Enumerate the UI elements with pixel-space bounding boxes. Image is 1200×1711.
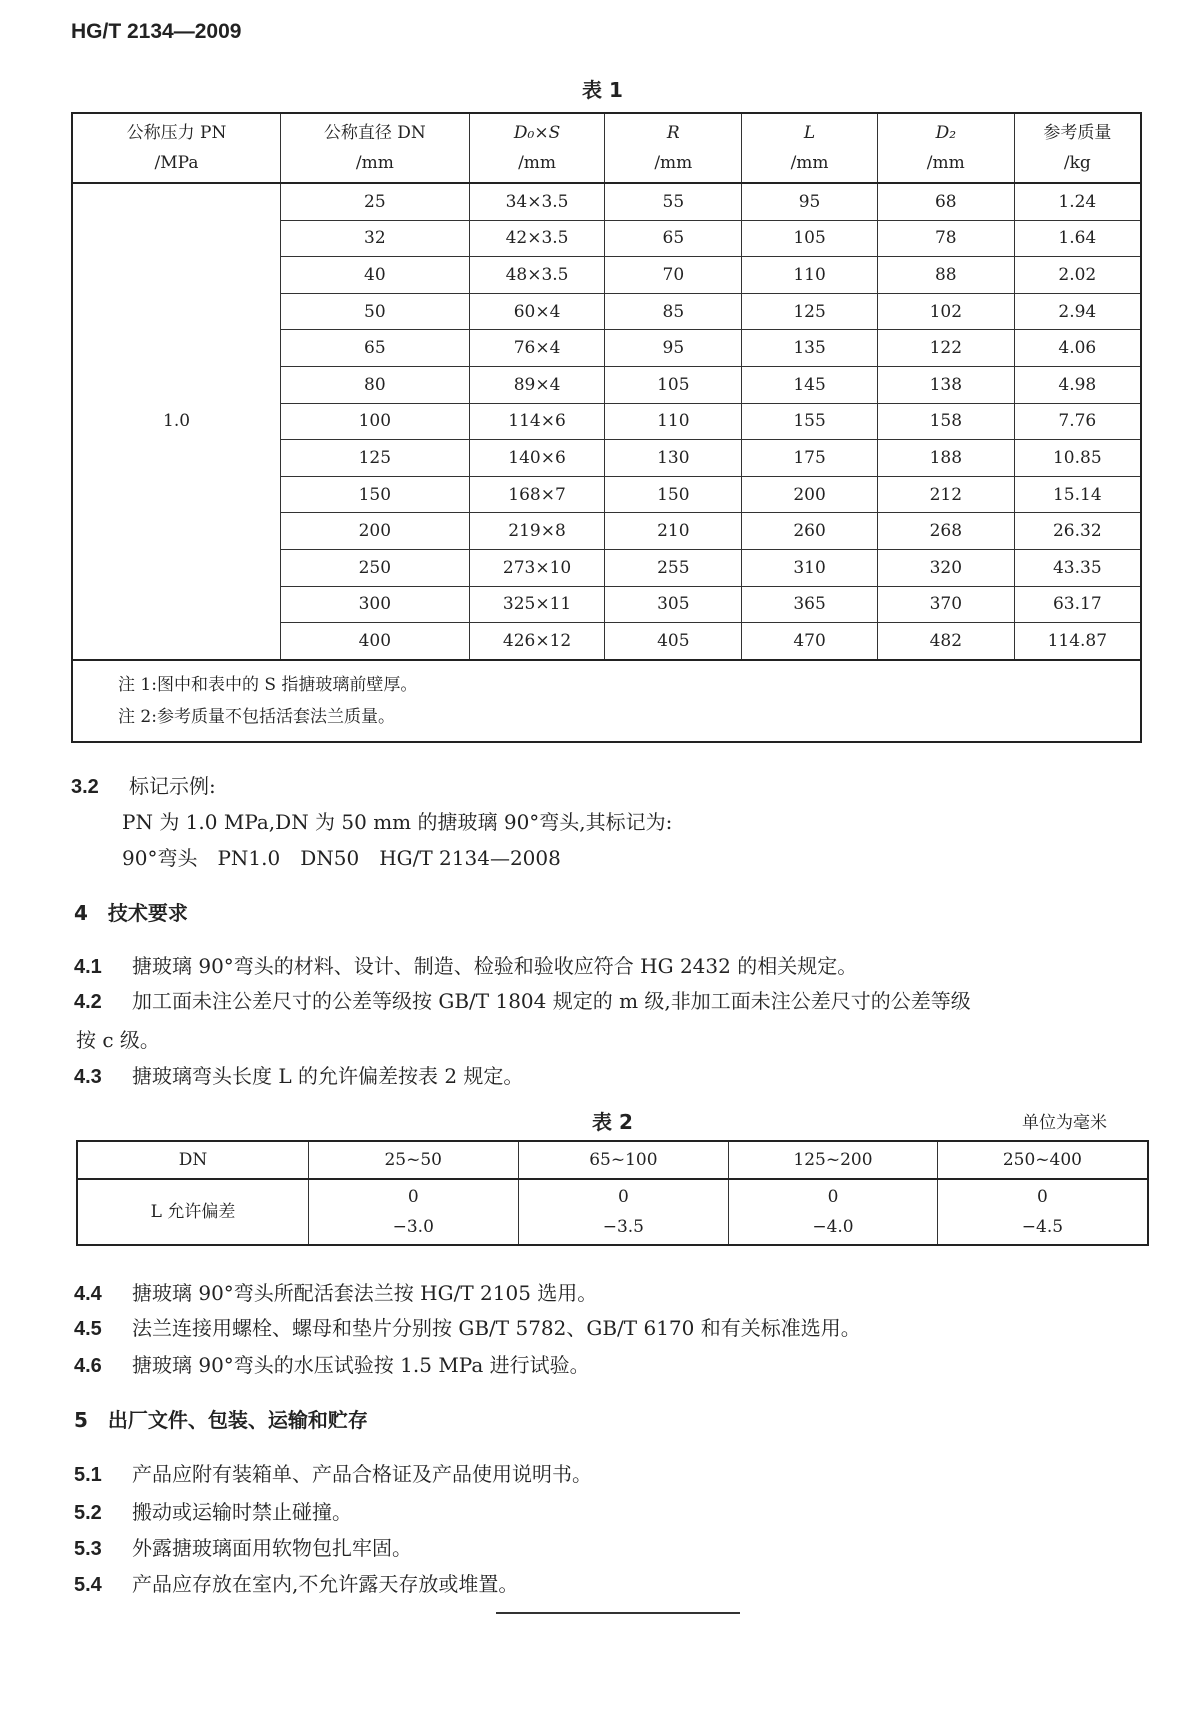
table-cell: 125: [281, 440, 470, 477]
table-cell: 26.32: [1014, 513, 1141, 550]
table-cell: 273×10: [469, 549, 605, 586]
table-row: [77, 1179, 1148, 1245]
header-text: D₀×S: [513, 123, 561, 143]
table-cell: 25: [281, 183, 470, 220]
table-note: 注 1:图中和表中的 S 指搪玻璃前壁厚。: [118, 674, 418, 695]
table-cell: 212: [877, 476, 1014, 513]
table1-header-row: [72, 113, 1141, 183]
table-cell: 138: [877, 366, 1014, 403]
table-cell: 150: [605, 476, 742, 513]
table-cell: 140×6: [469, 440, 605, 477]
table-cell: 63.17: [1014, 586, 1141, 623]
item-4-3: 4.3 搪玻璃弯头长度 L 的允许偏差按表 2 规定。: [74, 1064, 524, 1088]
list-item: [74, 1349, 590, 1378]
table-cell: 7.76: [1014, 403, 1141, 440]
item-text: 搬动或运输时禁止碰撞。: [132, 1500, 352, 1524]
table-cell: 268: [877, 513, 1014, 550]
lower-deviation: −4.0: [812, 1217, 854, 1237]
table-cell: 50: [281, 293, 470, 330]
table1-header-cell: [605, 113, 742, 183]
header-text: D₂: [935, 123, 957, 143]
table-cell: 65: [605, 220, 742, 257]
table-cell: 105: [605, 366, 742, 403]
table-cell: 48×3.5: [469, 257, 605, 294]
header-text: L: [803, 123, 816, 143]
table-cell: 150: [281, 476, 470, 513]
table-cell: 80: [281, 366, 470, 403]
item-text: 搪玻璃 90°弯头的水压试验按 1.5 MPa 进行试验。: [132, 1353, 590, 1377]
table-cell: 320: [877, 549, 1014, 586]
header-text: 参考质量: [1043, 123, 1112, 143]
upper-deviation: 0: [1036, 1187, 1048, 1207]
item-number: 4.4: [74, 1283, 102, 1305]
item-4-1: 4.1 搪玻璃 90°弯头的材料、设计、制造、检验和验收应符合 HG 2432 的相关规定。: [74, 954, 858, 978]
table1-header-cell: [72, 113, 281, 183]
document-header: HG/T 2134—2009: [71, 20, 242, 43]
table2-header-cell: DN: [77, 1141, 308, 1179]
table1: [71, 112, 1142, 743]
table-cell: 34×3.5: [469, 183, 605, 220]
table-cell: 43.35: [1014, 549, 1141, 586]
section-5-heading: 5 出厂文件、包装、运输和贮存: [74, 1408, 368, 1432]
table-cell: 114×6: [469, 403, 605, 440]
header-text: /kg: [1063, 153, 1091, 173]
header-text: /mm: [926, 153, 965, 173]
tolerance-cell: [937, 1179, 1148, 1245]
table-cell: 325×11: [469, 586, 605, 623]
header-text: /mm: [355, 153, 394, 173]
table1-notes-row: [72, 660, 1141, 742]
header-text: /mm: [790, 153, 829, 173]
table-cell: 102: [877, 293, 1014, 330]
table2-header-row: [77, 1141, 1148, 1179]
lower-deviation: −3.0: [392, 1217, 434, 1237]
table-cell: 155: [742, 403, 878, 440]
table-cell: 85: [605, 293, 742, 330]
section-4-heading: 4 技术要求: [74, 901, 188, 925]
table-cell: 365: [742, 586, 878, 623]
table-cell: 122: [877, 330, 1014, 367]
item-number: 5.2: [74, 1502, 102, 1524]
table-cell: 2.94: [1014, 293, 1141, 330]
item-text: 法兰连接用螺栓、螺母和垫片分别按 GB/T 5782、GB/T 6170 和有关标准选用。: [132, 1316, 861, 1340]
table-cell: 1.64: [1014, 220, 1141, 257]
table-cell: 310: [742, 549, 878, 586]
table-cell: 42×3.5: [469, 220, 605, 257]
table-cell: 32: [281, 220, 470, 257]
item-number: 4.5: [74, 1318, 102, 1340]
table-cell: 125: [742, 293, 878, 330]
table1-header-cell: [469, 113, 605, 183]
table-cell: 426×12: [469, 623, 605, 660]
table-cell: 78: [877, 220, 1014, 257]
table-cell: 110: [605, 403, 742, 440]
item-number: 5.1: [74, 1464, 102, 1486]
header-text: 公称直径 DN: [323, 123, 426, 143]
item-text: 产品应附有装箱单、产品合格证及产品使用说明书。: [132, 1462, 592, 1486]
item-text: 外露搪玻璃面用软物包扎牢固。: [132, 1536, 412, 1560]
list-item: [74, 1312, 861, 1341]
table2: [76, 1140, 1149, 1246]
table1-header-cell: [1014, 113, 1141, 183]
table-cell: 68: [877, 183, 1014, 220]
table1-caption: 表 1: [582, 78, 623, 102]
table-cell: 95: [742, 183, 878, 220]
table-cell: 130: [605, 440, 742, 477]
table1-header-cell: [877, 113, 1014, 183]
table-cell: 370: [877, 586, 1014, 623]
table-cell: 175: [742, 440, 878, 477]
table1-header-cell: [281, 113, 470, 183]
table-cell: 470: [742, 623, 878, 660]
table-cell: 482: [877, 623, 1014, 660]
header-text: R: [666, 123, 680, 143]
table-cell: 4.06: [1014, 330, 1141, 367]
upper-deviation: 0: [617, 1187, 629, 1207]
footer-rule: [496, 1612, 740, 1614]
table-cell: 219×8: [469, 513, 605, 550]
table-cell: 210: [605, 513, 742, 550]
table1-header-cell: [742, 113, 878, 183]
tolerance-cell: [729, 1179, 938, 1245]
upper-deviation: 0: [827, 1187, 839, 1207]
table-cell: 200: [281, 513, 470, 550]
table-cell: 300: [281, 586, 470, 623]
section-3-2: 3.2 标记示例:: [71, 774, 216, 798]
table2-unit: 单位为毫米: [1022, 1113, 1107, 1133]
table-cell: 10.85: [1014, 440, 1141, 477]
table2-header-cell: 65~100: [518, 1141, 729, 1179]
upper-deviation: 0: [407, 1187, 419, 1207]
table-cell: 1.24: [1014, 183, 1141, 220]
list-item: [74, 1532, 412, 1561]
item-4-2-cont: 按 c 级。: [76, 1028, 160, 1052]
table-cell: 95: [605, 330, 742, 367]
table2-header-cell: 250~400: [937, 1141, 1148, 1179]
item-text: 搪玻璃 90°弯头所配活套法兰按 HG/T 2105 选用。: [132, 1281, 598, 1305]
row-label: L 允许偏差: [77, 1179, 308, 1245]
tolerance-cell: [518, 1179, 729, 1245]
table-cell: 405: [605, 623, 742, 660]
notes-cell: [72, 660, 1141, 742]
header-text: /mm: [518, 153, 557, 173]
table-cell: 60×4: [469, 293, 605, 330]
s32-line2: 90°弯头 PN1.0 DN50 HG/T 2134—2008: [122, 846, 561, 870]
table-cell: 55: [605, 183, 742, 220]
header-text: /MPa: [154, 153, 199, 173]
table-cell: 2.02: [1014, 257, 1141, 294]
table-cell: 168×7: [469, 476, 605, 513]
table-cell: 88: [877, 257, 1014, 294]
table2-caption: 表 2: [592, 1110, 633, 1134]
table-cell: 65: [281, 330, 470, 367]
item-number: 5.3: [74, 1538, 102, 1560]
table-cell: 105: [742, 220, 878, 257]
table2-header-cell: 25~50: [308, 1141, 518, 1179]
list-item: [74, 1496, 352, 1525]
list-item: [74, 1277, 597, 1306]
table-cell: 70: [605, 257, 742, 294]
table-note: 注 2:参考质量不包括活套法兰质量。: [118, 706, 395, 727]
lower-deviation: −3.5: [602, 1217, 644, 1237]
table-cell: 15.14: [1014, 476, 1141, 513]
table-cell: 89×4: [469, 366, 605, 403]
item-text: 产品应存放在室内,不允许露天存放或堆置。: [132, 1572, 519, 1596]
table-cell: 100: [281, 403, 470, 440]
table-cell: 188: [877, 440, 1014, 477]
table-cell: 255: [605, 549, 742, 586]
tolerance-cell: [308, 1179, 518, 1245]
table-cell: 400: [281, 623, 470, 660]
table-cell: 145: [742, 366, 878, 403]
table-cell: 250: [281, 549, 470, 586]
list-item: [74, 1458, 592, 1487]
table-cell: 305: [605, 586, 742, 623]
header-text: 公称压力 PN: [126, 123, 227, 143]
table-cell: 200: [742, 476, 878, 513]
header-text: /mm: [654, 153, 693, 173]
item-4-2: 4.2 加工面未注公差尺寸的公差等级按 GB/T 1804 规定的 m 级,非加工面未注公差尺寸的公差等级: [74, 989, 971, 1013]
table-cell: 76×4: [469, 330, 605, 367]
s32-line1: PN 为 1.0 MPa,DN 为 50 mm 的搪玻璃 90°弯头,其标记为:: [122, 810, 673, 834]
table-cell: 4.98: [1014, 366, 1141, 403]
table-cell: 135: [742, 330, 878, 367]
table-cell: 158: [877, 403, 1014, 440]
lower-deviation: −4.5: [1021, 1217, 1064, 1237]
table-row: [72, 183, 1141, 220]
list-item: [74, 1568, 518, 1597]
table2-header-cell: 125~200: [729, 1141, 938, 1179]
table-cell: 110: [742, 257, 878, 294]
table-cell: 40: [281, 257, 470, 294]
item-number: 4.6: [74, 1355, 102, 1377]
item-number: 5.4: [74, 1574, 102, 1596]
table-cell: 114.87: [1014, 623, 1141, 660]
pn-cell: 1.0: [72, 183, 281, 660]
table-cell: 260: [742, 513, 878, 550]
